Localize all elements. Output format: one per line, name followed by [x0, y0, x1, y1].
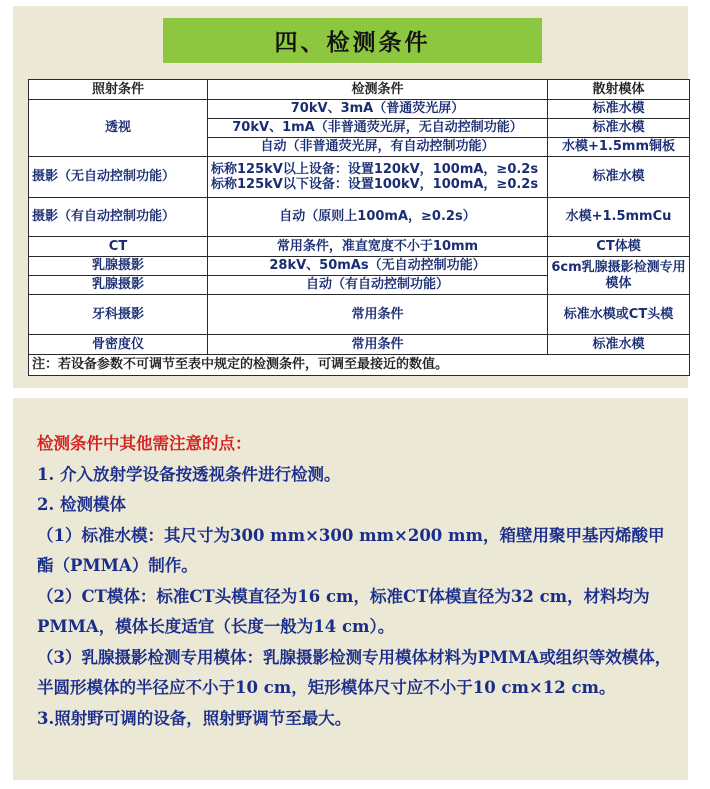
- notes-heading: 检测条件中其他需注意的点：: [37, 434, 252, 453]
- header-cell: 检测条件: [208, 80, 548, 100]
- phantom-cell: CT体模: [548, 237, 690, 257]
- table-row: [29, 257, 690, 276]
- condition-cell: 常用条件: [208, 335, 548, 355]
- table-header-row: [29, 80, 690, 100]
- conditions-table: [28, 79, 690, 376]
- header-cell: 散射模体: [548, 80, 690, 100]
- table-row: [29, 157, 690, 198]
- notes-text: [37, 429, 677, 734]
- condition-line: 标称125kV以下设备：设置100kV，100mA，≥0.2s: [211, 177, 539, 192]
- condition-cell: [208, 157, 548, 198]
- condition-cell: 70kV、1mA（非普通荧光屏，无自动控制功能）: [208, 119, 548, 138]
- note-item: 2. 检测模体: [37, 495, 126, 514]
- exposure-cell: 摄影（无自动控制功能）: [29, 157, 208, 198]
- exposure-cell: CT: [29, 237, 208, 257]
- exposure-cell: 摄影（有自动控制功能）: [29, 198, 208, 237]
- table-row: [29, 237, 690, 257]
- note-subitem: （1）标准水模：其尺寸为300 mm×300 mm×200 mm，箱壁用聚甲基丙烯酸甲酯（PMMA）制作。: [37, 525, 665, 575]
- table-row: [29, 335, 690, 355]
- phantom-cell: 水模+1.5mm铜板: [548, 138, 690, 157]
- phantom-cell: 标准水模: [548, 157, 690, 198]
- phantom-cell: 6cm乳腺摄影检测专用模体: [548, 257, 690, 295]
- exposure-cell: 骨密度仪: [29, 335, 208, 355]
- phantom-cell: 标准水模或CT头模: [548, 295, 690, 335]
- conditions-panel: [13, 6, 688, 388]
- header-cell: 照射条件: [29, 80, 208, 100]
- section-title: 四、检测条件: [163, 18, 542, 63]
- condition-cell: 自动（非普通荧光屏，有自动控制功能）: [208, 138, 548, 157]
- note-subitem: （3）乳腺摄影检测专用模体：乳腺摄影检测专用模体材料为PMMA或组织等效模体，半圆形模体的半径应不小于10 cm，矩形模体尺寸应不小于10 cm×12 cm。: [37, 647, 672, 697]
- table-note-row: [29, 355, 690, 376]
- table-row: [29, 198, 690, 237]
- condition-cell: 常用条件，准直宽度不小于10mm: [208, 237, 548, 257]
- exposure-cell: 牙科摄影: [29, 295, 208, 335]
- condition-cell: 自动（有自动控制功能）: [208, 276, 548, 295]
- condition-cell: 自动（原则上100mA，≥0.2s）: [208, 198, 548, 237]
- condition-cell: 28kV、50mAs（无自动控制功能）: [208, 257, 548, 276]
- table-row: [29, 100, 690, 119]
- phantom-cell: 标准水模: [548, 335, 690, 355]
- table-note: [29, 355, 690, 376]
- phantom-cell: 标准水模: [548, 119, 690, 138]
- condition-line: 标称125kV以上设备：设置120kV，100mA，≥0.2s: [211, 161, 539, 177]
- exposure-cell: 乳腺摄影: [29, 257, 208, 276]
- note-text: 若设备参数不可调节至表中规定的检测条件，可调至最接近的数值。: [58, 357, 449, 373]
- table-row: [29, 295, 690, 335]
- phantom-cell: 水模+1.5mmCu: [548, 198, 690, 237]
- note-item: 3.照射野可调的设备，照射野调节至最大。: [37, 708, 352, 728]
- note-subitem: （2）CT模体：标准CT头模直径为16 cm，标准CT体模直径为32 cm，材料均为PMMA，模体长度适宜（长度一般为14 cm）。: [37, 586, 650, 636]
- condition-cell: 70kV、3mA（普通荧光屏）: [208, 100, 548, 119]
- condition-cell: 常用条件: [208, 295, 548, 335]
- notes-panel: [13, 398, 688, 780]
- exposure-cell: 透视: [29, 100, 208, 157]
- exposure-cell: 乳腺摄影: [29, 276, 208, 295]
- note-item: 1. 介入放射学设备按透视条件进行检测。: [37, 464, 341, 484]
- note-prefix: 注：: [32, 357, 59, 373]
- phantom-cell: 标准水模: [548, 100, 690, 119]
